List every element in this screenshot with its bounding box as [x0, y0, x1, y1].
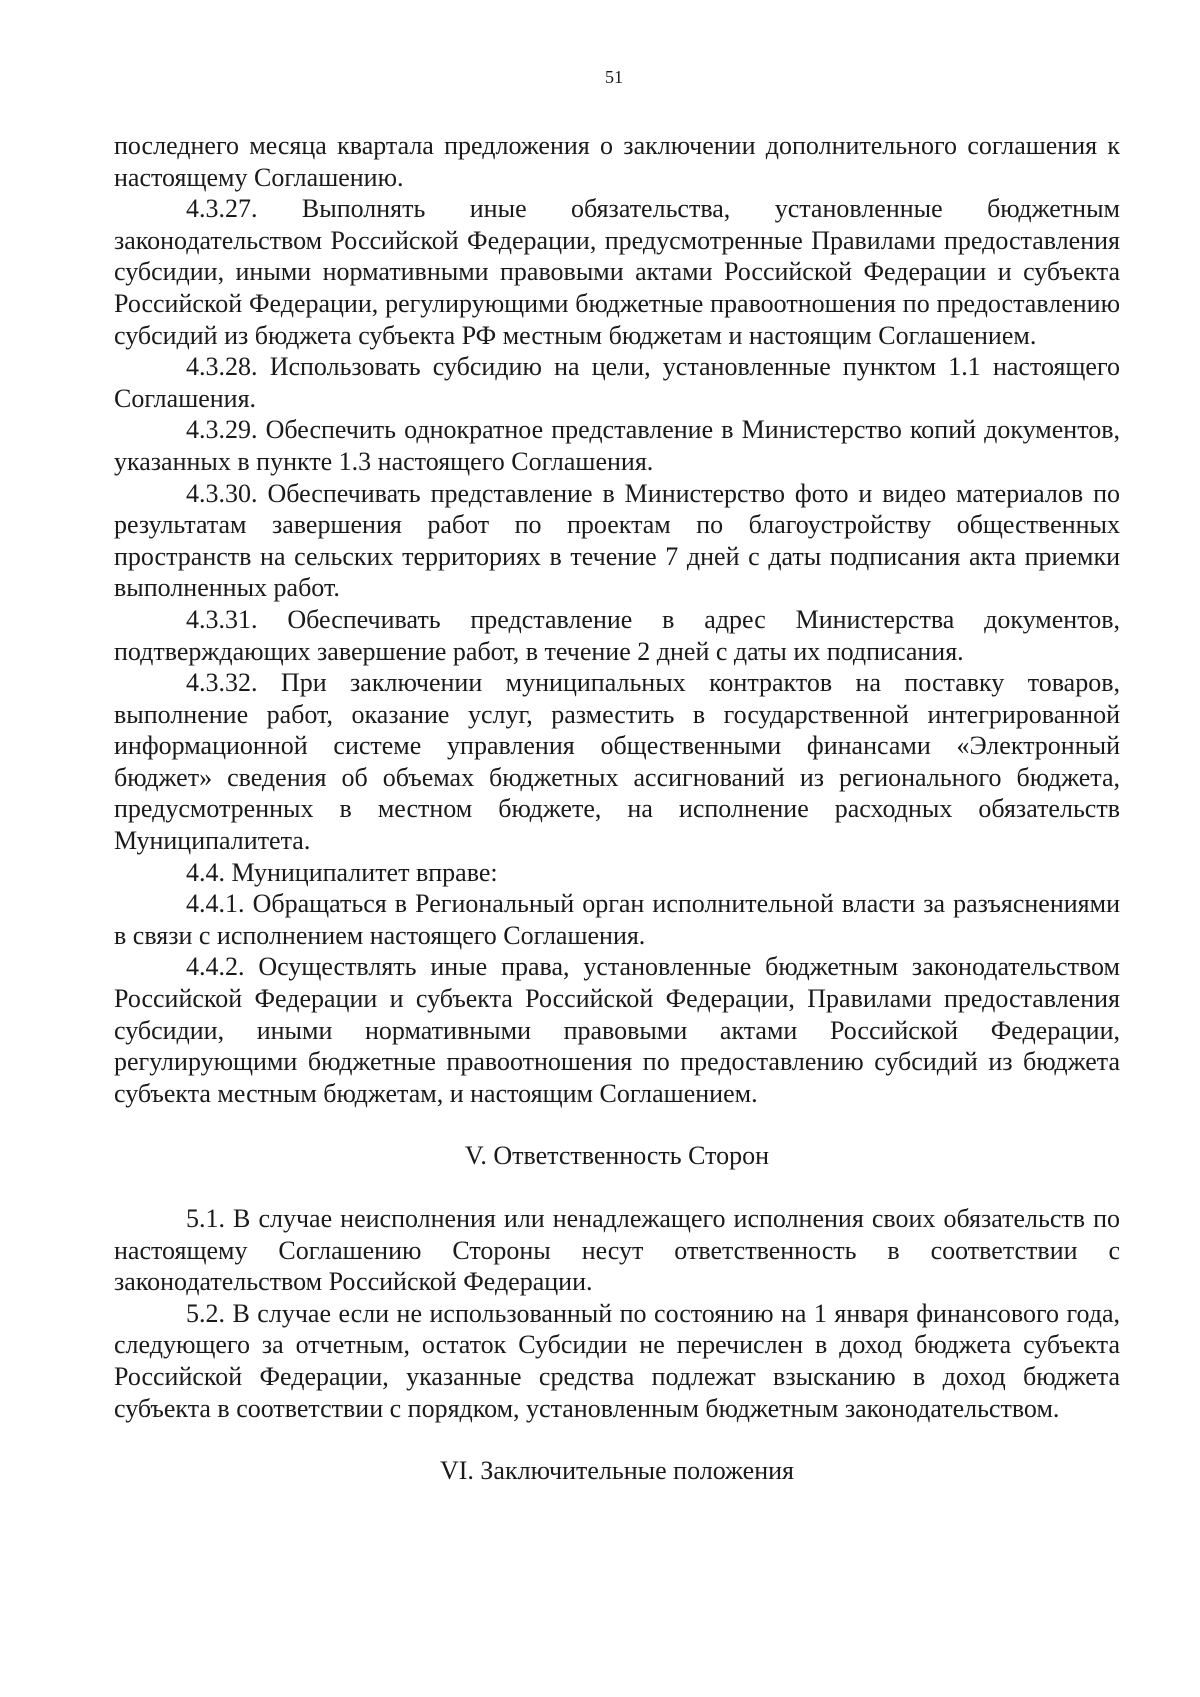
paragraph-4-3-28: 4.3.28. Использовать субсидию на цели, установленные пунктом 1.1 настоящего Соглашения.: [114, 352, 1120, 413]
paragraph-4-3-29: 4.3.29. Обеспечить однократное представление в Министерство копий документов, указанных в пункте 1.3 настоящего Соглашения.: [114, 415, 1120, 476]
section-heading-5: V. Ответственность Сторон: [464, 1141, 770, 1171]
paragraph-4-3-32: 4.3.32. При заключении муниципальных контрактов на поставку товаров, выполнение работ, оказание услуг, разместить в государственной интегрированной информационной системе управления общественными финансами «Электронный бюджет» сведения об объемах бюджетных ассигнований из регионального бюджета, предусмотренных в местном бюджете, на исполнение расходных обязательств Муниципалитета.: [114, 668, 1120, 856]
document-body: [114, 130, 1120, 1487]
paragraph-4-4-2: 4.4.2. Осуществлять иные права, установленные бюджетным законодательством Российской Федерации и субъекта Российской Федерации, Правилами предоставления субсидии, иными нормативными правовыми актами Российской Федерации, регулирующими бюджетные правоотношения по предоставлению субсидий из бюджета субъекта местным бюджетам, и настоящим Соглашением.: [114, 952, 1120, 1108]
paragraph-5-2: 5.2. В случае если не использованный по состоянию на 1 января финансового года, следующего за отчетным, остаток Субсидии не перечислен в доход бюджета субъекта Российской Федерации, указанные средства подлежат взысканию в доход бюджета субъекта в соответствии с порядком, установленным бюджетным законодательством.: [114, 1298, 1120, 1423]
page-number: 51: [605, 67, 623, 87]
paragraph-5-1: 5.1. В случае неисполнения или ненадлежащего исполнения своих обязательств по настоящему Соглашению Стороны несут ответственность в соответствии с законодательством Российской Федерации.: [114, 1204, 1120, 1297]
paragraph-4-3-31: 4.3.31. Обеспечивать представление в адрес Министерства документов, подтверждающих завершение работ, в течение 2 дней с даты их подписания.: [114, 604, 1120, 666]
paragraph-4-4-1: 4.4.1. Обращаться в Региональный орган исполнительной власти за разъяснениями в связи с исполнением настоящего Соглашения.: [114, 889, 1120, 950]
paragraph-continuation: последнего месяца квартала предложения о заключении дополнительного соглашения к настоящему Соглашению.: [114, 131, 1120, 192]
paragraph-4-3-27: 4.3.27. Выполнять иные обязательства, установленные бюджетным законодательством Российской Федерации, предусмотренные Правилами предоставления субсидии, иными нормативными правовыми актами Российской Федерации и субъекта Российской Федерации, регулирующими бюджетные правоотношения по предоставлению субсидий из бюджета субъекта РФ местным бюджетам и настоящим Соглашением.: [114, 194, 1120, 350]
paragraph-4-3-30: 4.3.30. Обеспечивать представление в Министерство фото и видео материалов по результатам завершения работ по проектам по благоустройству общественных пространств на сельских территориях в течение 7 дней с даты подписания акта приемки выполненных работ.: [114, 478, 1120, 603]
section-heading-6: VI. Заключительные положения: [439, 1456, 795, 1486]
paragraph-4-4: 4.4. Муниципалитет вправе:: [186, 857, 498, 887]
